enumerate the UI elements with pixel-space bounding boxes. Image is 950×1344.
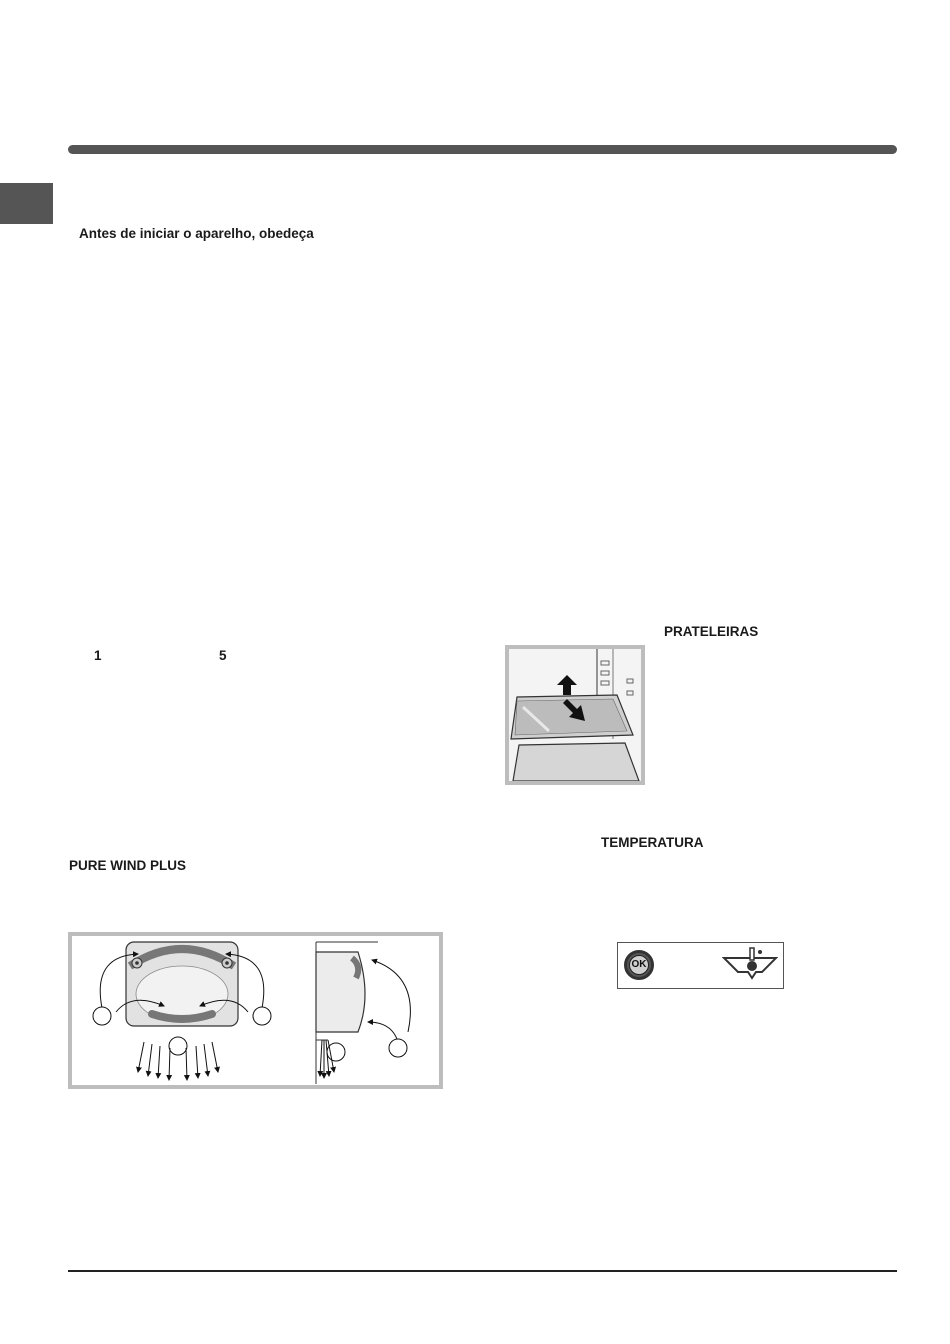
shelves-heading: PRATELEIRAS xyxy=(664,624,759,639)
footer-rule xyxy=(68,1270,897,1272)
intro-text: Antes de iniciar o aparelho, obedeça xyxy=(79,226,314,241)
temperature-gauge-icon xyxy=(722,946,778,984)
ok-indicator-icon xyxy=(624,950,654,980)
ok-label: OK xyxy=(629,955,649,975)
pure-wind-figure xyxy=(68,932,443,1089)
top-header-rule xyxy=(68,145,897,154)
scale-min-label: 1 xyxy=(94,648,102,663)
shelves-figure xyxy=(505,645,645,785)
language-tab xyxy=(0,183,53,224)
temperature-indicator xyxy=(617,942,784,989)
pure-wind-heading: PURE WIND PLUS xyxy=(69,858,187,873)
pure-wind-illustration xyxy=(72,936,439,1085)
shelves-illustration xyxy=(509,649,641,781)
temperature-heading: TEMPERATURA xyxy=(601,835,704,850)
scale-max-label: 5 xyxy=(219,648,227,663)
